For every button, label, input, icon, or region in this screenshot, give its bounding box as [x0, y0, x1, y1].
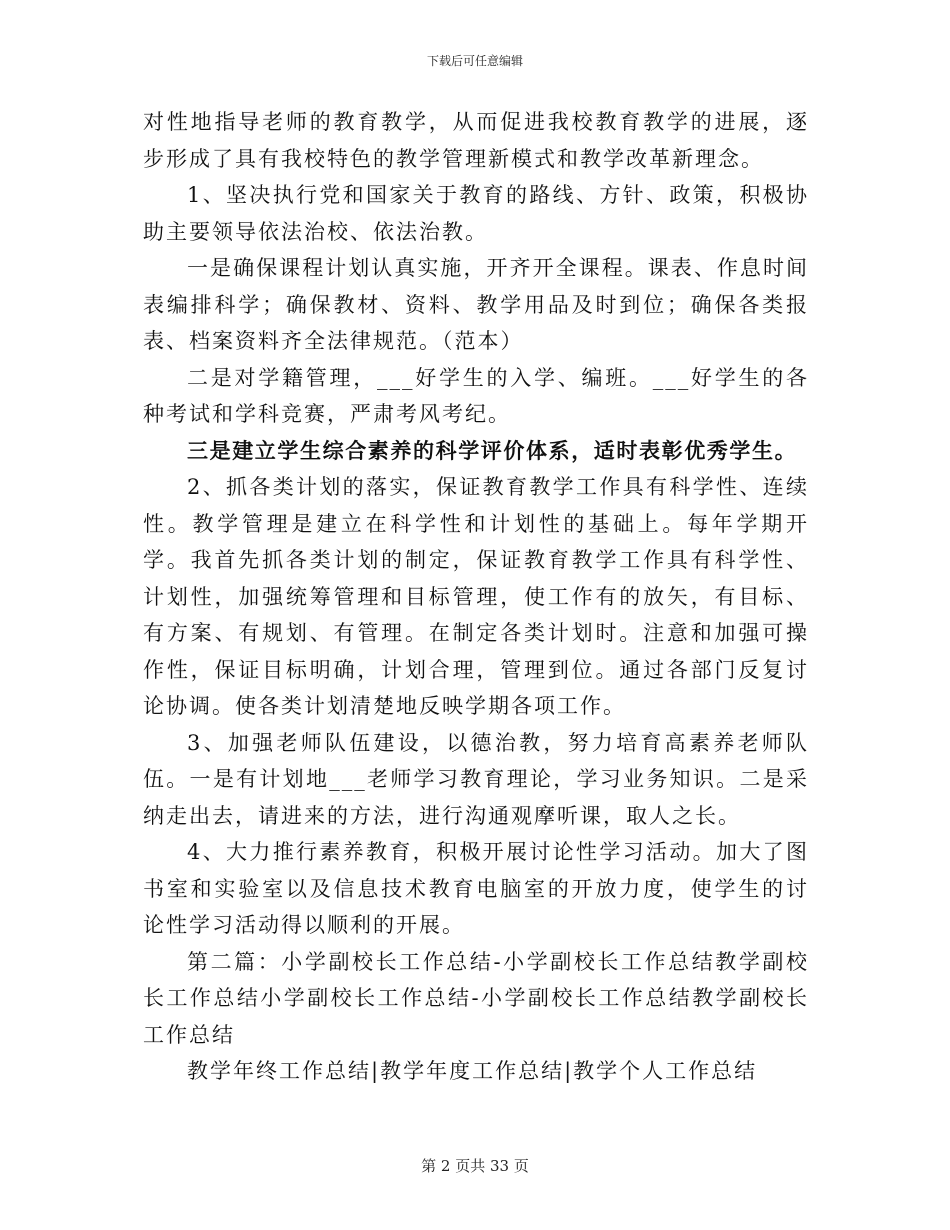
page-number: 第 2 页共 33 页: [421, 1157, 529, 1175]
paragraph-continuation: 对性地指导老师的教育教学，从而促进我校教育教学的进展，逐步形成了具有我校特色的教学管理新模式和教学改革新理念。: [143, 110, 809, 171]
document-body: [143, 104, 809, 1090]
paragraph-item-4: 4、大力推行素养教育，积极开展讨论性学习活动。加大了图书室和实验室以及信息技术教育电脑室的开放力度，使学生的讨论性学习活动得以顺利的开展。: [143, 840, 809, 937]
paragraph-section-title: 第二篇：小学副校长工作总结-小学副校长工作总结教学副校长工作总结小学副校长工作总结-小学副校长工作总结教学副校长工作总结: [143, 949, 809, 1047]
paragraph-keywords: 教学年终工作总结|教学年度工作总结|教学个人工作总结: [187, 1059, 758, 1083]
paragraph-item-1-part-2: 二是对学籍管理，___好学生的入学、编班。___好学生的各种考试和学科竞赛，严肃考风考纪。: [143, 365, 809, 426]
paragraph-item-1-part-3-bold: 三是建立学生综合素养的科学评价体系，适时表彰优秀学生。: [187, 437, 798, 463]
page-header: 下载后可任意编辑: [426, 54, 523, 68]
paragraph-item-1-part-1: 一是确保课程计划认真实施，开齐开全课程。课表、作息时间表编排科学；确保教材、资料、教学用品及时到位；确保各类报表、档案资料齐全法律规范。（范本）: [143, 256, 809, 353]
paragraph-item-2: 2、抓各类计划的落实，保证教育教学工作具有科学性、连续性。教学管理是建立在科学性和计划性的基础上。每年学期开学。我首先抓各类计划的制定，保证教育教学工作具有科学性、计划性，加强统筹管理和目标管理，使工作有的放矢，有目标、有方案、有规划、有管理。在制定各类计划时。注意和加强可操作性，保证目标明确，计划合理，管理到位。通过各部门反复讨论协调。使各类计划清楚地反映学期各项工作。: [143, 475, 809, 718]
paragraph-item-3: 3、加强老师队伍建设，以德治教，努力培育高素养老师队伍。一是有计划地___老师学习教育理论，学习业务知识。二是采纳走出去，请进来的方法，进行沟通观摩听课，取人之长。: [143, 730, 809, 828]
paragraph-item-1: 1、坚决执行党和国家关于教育的路线、方针、政策，积极协助主要领导依法治校、依法治教。: [143, 183, 809, 244]
